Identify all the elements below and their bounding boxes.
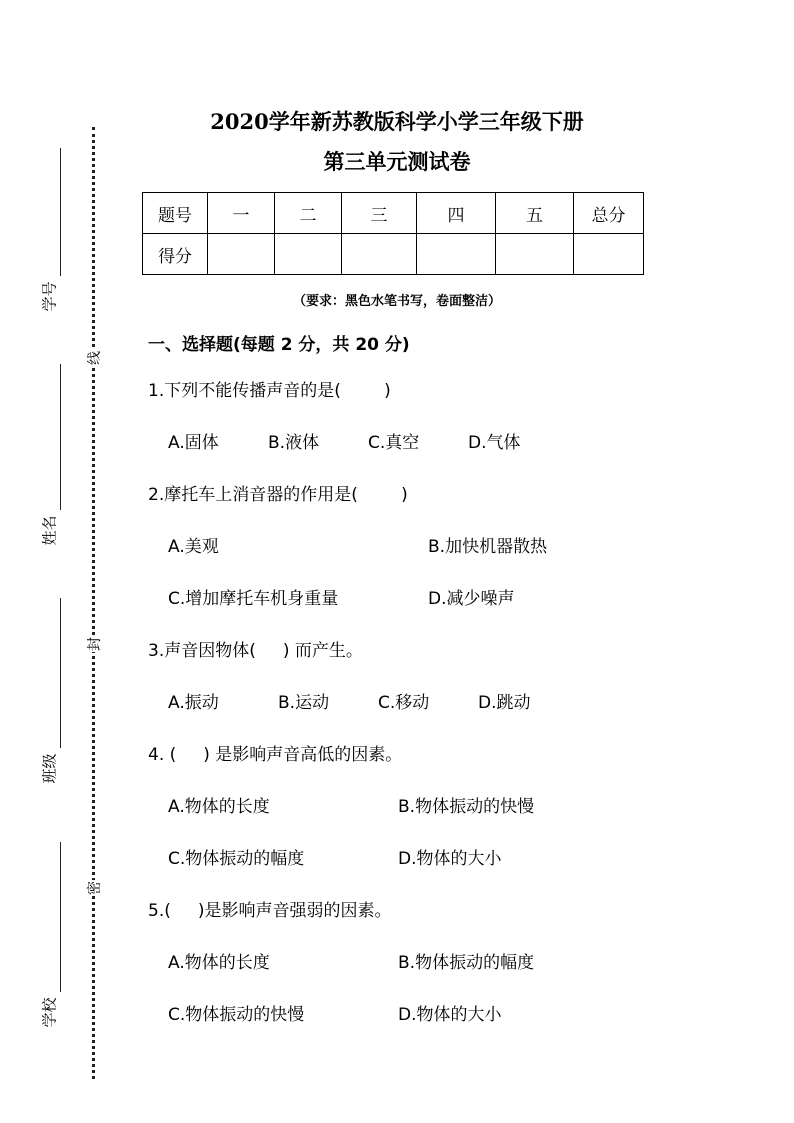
score-input-cell[interactable] [342,234,417,275]
score-input-cell[interactable] [208,234,275,275]
score-input-cell[interactable] [275,234,342,275]
seal-char-secret: 密 [84,880,104,896]
question-3: 3.声音因物体( ) 而产生。 [148,641,363,661]
class-label: 班级 [40,753,59,784]
option: D.减少噪声 [428,589,515,609]
seal-char-seal: 封 [84,636,104,652]
score-table-score-row [143,234,644,275]
option: A.美观 [168,537,219,557]
school-label: 学校 [40,997,59,1028]
option: C.移动 [378,693,430,713]
seal-char-line: 线 [84,350,104,366]
name-underline [60,364,61,510]
score-table-cell: 四 [417,193,496,234]
score-table [142,192,644,275]
option: B.物体振动的幅度 [398,953,535,973]
option: C.物体振动的快慢 [168,1005,305,1025]
requirement-note: （要求：黑色水笔书写，卷面整洁） [292,294,501,309]
score-table-cell: 题号 [143,193,208,234]
score-input-cell[interactable] [496,234,574,275]
option: C.真空 [368,433,420,453]
score-input-cell[interactable] [417,234,496,275]
score-table-row-label: 得分 [143,234,208,275]
page-title: 2020学年新苏教版科学小学三年级下册 [210,109,584,134]
question-2: 2.摩托车上消音器的作用是( ) [148,485,408,505]
score-table-cell: 三 [342,193,417,234]
option: D.物体的大小 [398,849,502,869]
score-table-cell: 五 [496,193,574,234]
option: A.物体的长度 [168,953,270,973]
option: C.物体振动的幅度 [168,849,305,869]
option: A.固体 [168,433,219,453]
question-1: 1.下列不能传播声音的是( ) [148,381,391,401]
class-underline [60,598,61,748]
option: D.跳动 [478,693,531,713]
score-table-cell: 总分 [574,193,644,234]
school-underline [60,842,61,992]
question-4: 4. ( ) 是影响声音高低的因素。 [148,745,403,765]
binding-dotted-line [92,127,95,1079]
score-input-cell[interactable] [574,234,644,275]
score-table-header-row [143,193,644,234]
option: B.液体 [268,433,320,453]
score-table-cell: 二 [275,193,342,234]
page-subtitle: 第三单元测试卷 [323,149,471,174]
option: C.增加摩托车机身重量 [168,589,339,609]
option: B.运动 [278,693,330,713]
score-table-cell: 一 [208,193,275,234]
option: A.振动 [168,693,219,713]
name-label: 姓名 [40,515,59,546]
option: A.物体的长度 [168,797,270,817]
section-title: 一、选择题(每题 2 分，共 20 分) [148,335,410,355]
option: B.物体振动的快慢 [398,797,535,817]
question-5: 5.( )是影响声音强弱的因素。 [148,901,392,921]
option: D.气体 [468,433,521,453]
option: D.物体的大小 [398,1005,502,1025]
student-id-label: 学号 [40,281,59,312]
option: B.加快机器散热 [428,537,548,557]
